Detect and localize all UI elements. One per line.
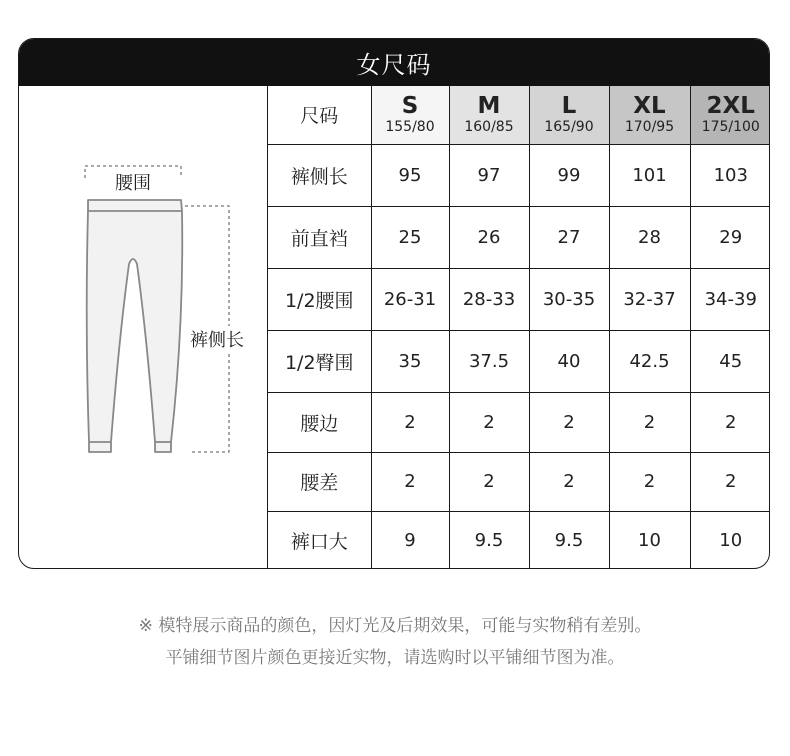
size-chart-title: 女尺码 — [19, 39, 769, 86]
table-cell: 10 — [609, 511, 690, 569]
row-label: 裤口大 — [268, 511, 371, 569]
table-cell: 10 — [719, 530, 743, 552]
table-cell: 101 — [609, 144, 690, 206]
size-name: 2XL — [706, 92, 755, 119]
table-cell: 2 — [449, 392, 529, 452]
size-height: 165/90 — [544, 118, 594, 135]
size-name: L — [561, 92, 577, 119]
table-cell: 2 — [449, 452, 529, 511]
row-label: 腰差 — [268, 452, 371, 511]
size-header-xl — [609, 86, 690, 144]
table-cell: 29 — [690, 206, 770, 268]
table-cell: 26 — [449, 206, 529, 268]
table-cell: 42.5 — [609, 330, 690, 392]
table-cell: 2 — [371, 392, 449, 452]
table-cell: 2 — [690, 452, 770, 511]
table-cell: 2 — [690, 392, 770, 452]
table-cell: 32-37 — [609, 268, 690, 330]
table-row — [268, 330, 770, 392]
table-cell: 2 — [609, 452, 690, 511]
row-label: 前直裆 — [268, 206, 371, 268]
table-cell: 30-35 — [529, 268, 609, 330]
corner-label: 尺码 — [268, 86, 371, 144]
size-table — [268, 86, 770, 569]
table-cell: 2 — [609, 392, 690, 452]
table-cell: 28 — [609, 206, 690, 268]
length-label: 裤侧长 — [190, 326, 244, 352]
table-cell: 9.5 — [529, 511, 609, 569]
table-row — [268, 392, 770, 452]
size-header-row — [268, 86, 770, 144]
table-cell: 2 — [371, 452, 449, 511]
row-label: 1/2臀围 — [268, 330, 371, 392]
waist-label: 腰围 — [115, 169, 151, 195]
row-label: 1/2腰围 — [268, 268, 371, 330]
table-row — [268, 144, 770, 206]
row-label: 腰边 — [268, 392, 371, 452]
row-label: 裤侧长 — [268, 144, 371, 206]
size-header-2xl — [690, 86, 770, 144]
table-cell: 34-39 — [690, 268, 770, 330]
footnote-line-2: 平铺细节图片颜色更接近实物，请选购时以平铺细节图为准。 — [165, 648, 625, 668]
table-cell: 40 — [529, 330, 609, 392]
size-height: 170/95 — [624, 118, 675, 135]
size-name: M — [477, 92, 501, 119]
table-cell: 2 — [529, 392, 609, 452]
size-name: XL — [633, 92, 666, 119]
table-cell: 99 — [529, 144, 609, 206]
footnote-line-1: ※ 模特展示商品的颜色，因灯光及后期效果，可能与实物稍有差别。 — [138, 616, 652, 636]
table-row — [268, 268, 770, 330]
table-row — [268, 206, 770, 268]
table-cell: 97 — [449, 144, 529, 206]
table-row — [268, 511, 770, 569]
size-header-s — [371, 86, 449, 144]
table-cell: 2 — [529, 452, 609, 511]
table-cell: 25 — [371, 206, 449, 268]
size-header-l — [529, 86, 609, 144]
table-cell: 26-31 — [371, 268, 449, 330]
size-height: 175/100 — [701, 118, 760, 135]
table-cell: 103 — [690, 144, 770, 206]
table-cell: 9.5 — [449, 511, 529, 569]
table-cell: 35 — [371, 330, 449, 392]
size-header-m — [449, 86, 529, 144]
table-cell: 37.5 — [449, 330, 529, 392]
table-cell: 9 — [371, 511, 449, 569]
size-height: 155/80 — [385, 118, 435, 135]
size-height: 160/85 — [464, 118, 514, 135]
table-cell: 45 — [690, 330, 770, 392]
table-row — [268, 452, 770, 511]
table-cell: 28-33 — [449, 268, 529, 330]
table-cell: 27 — [529, 206, 609, 268]
measurement-diagram — [19, 86, 268, 569]
size-name: S — [401, 92, 419, 119]
table-cell: 95 — [371, 144, 449, 206]
size-chart-card — [18, 38, 770, 569]
